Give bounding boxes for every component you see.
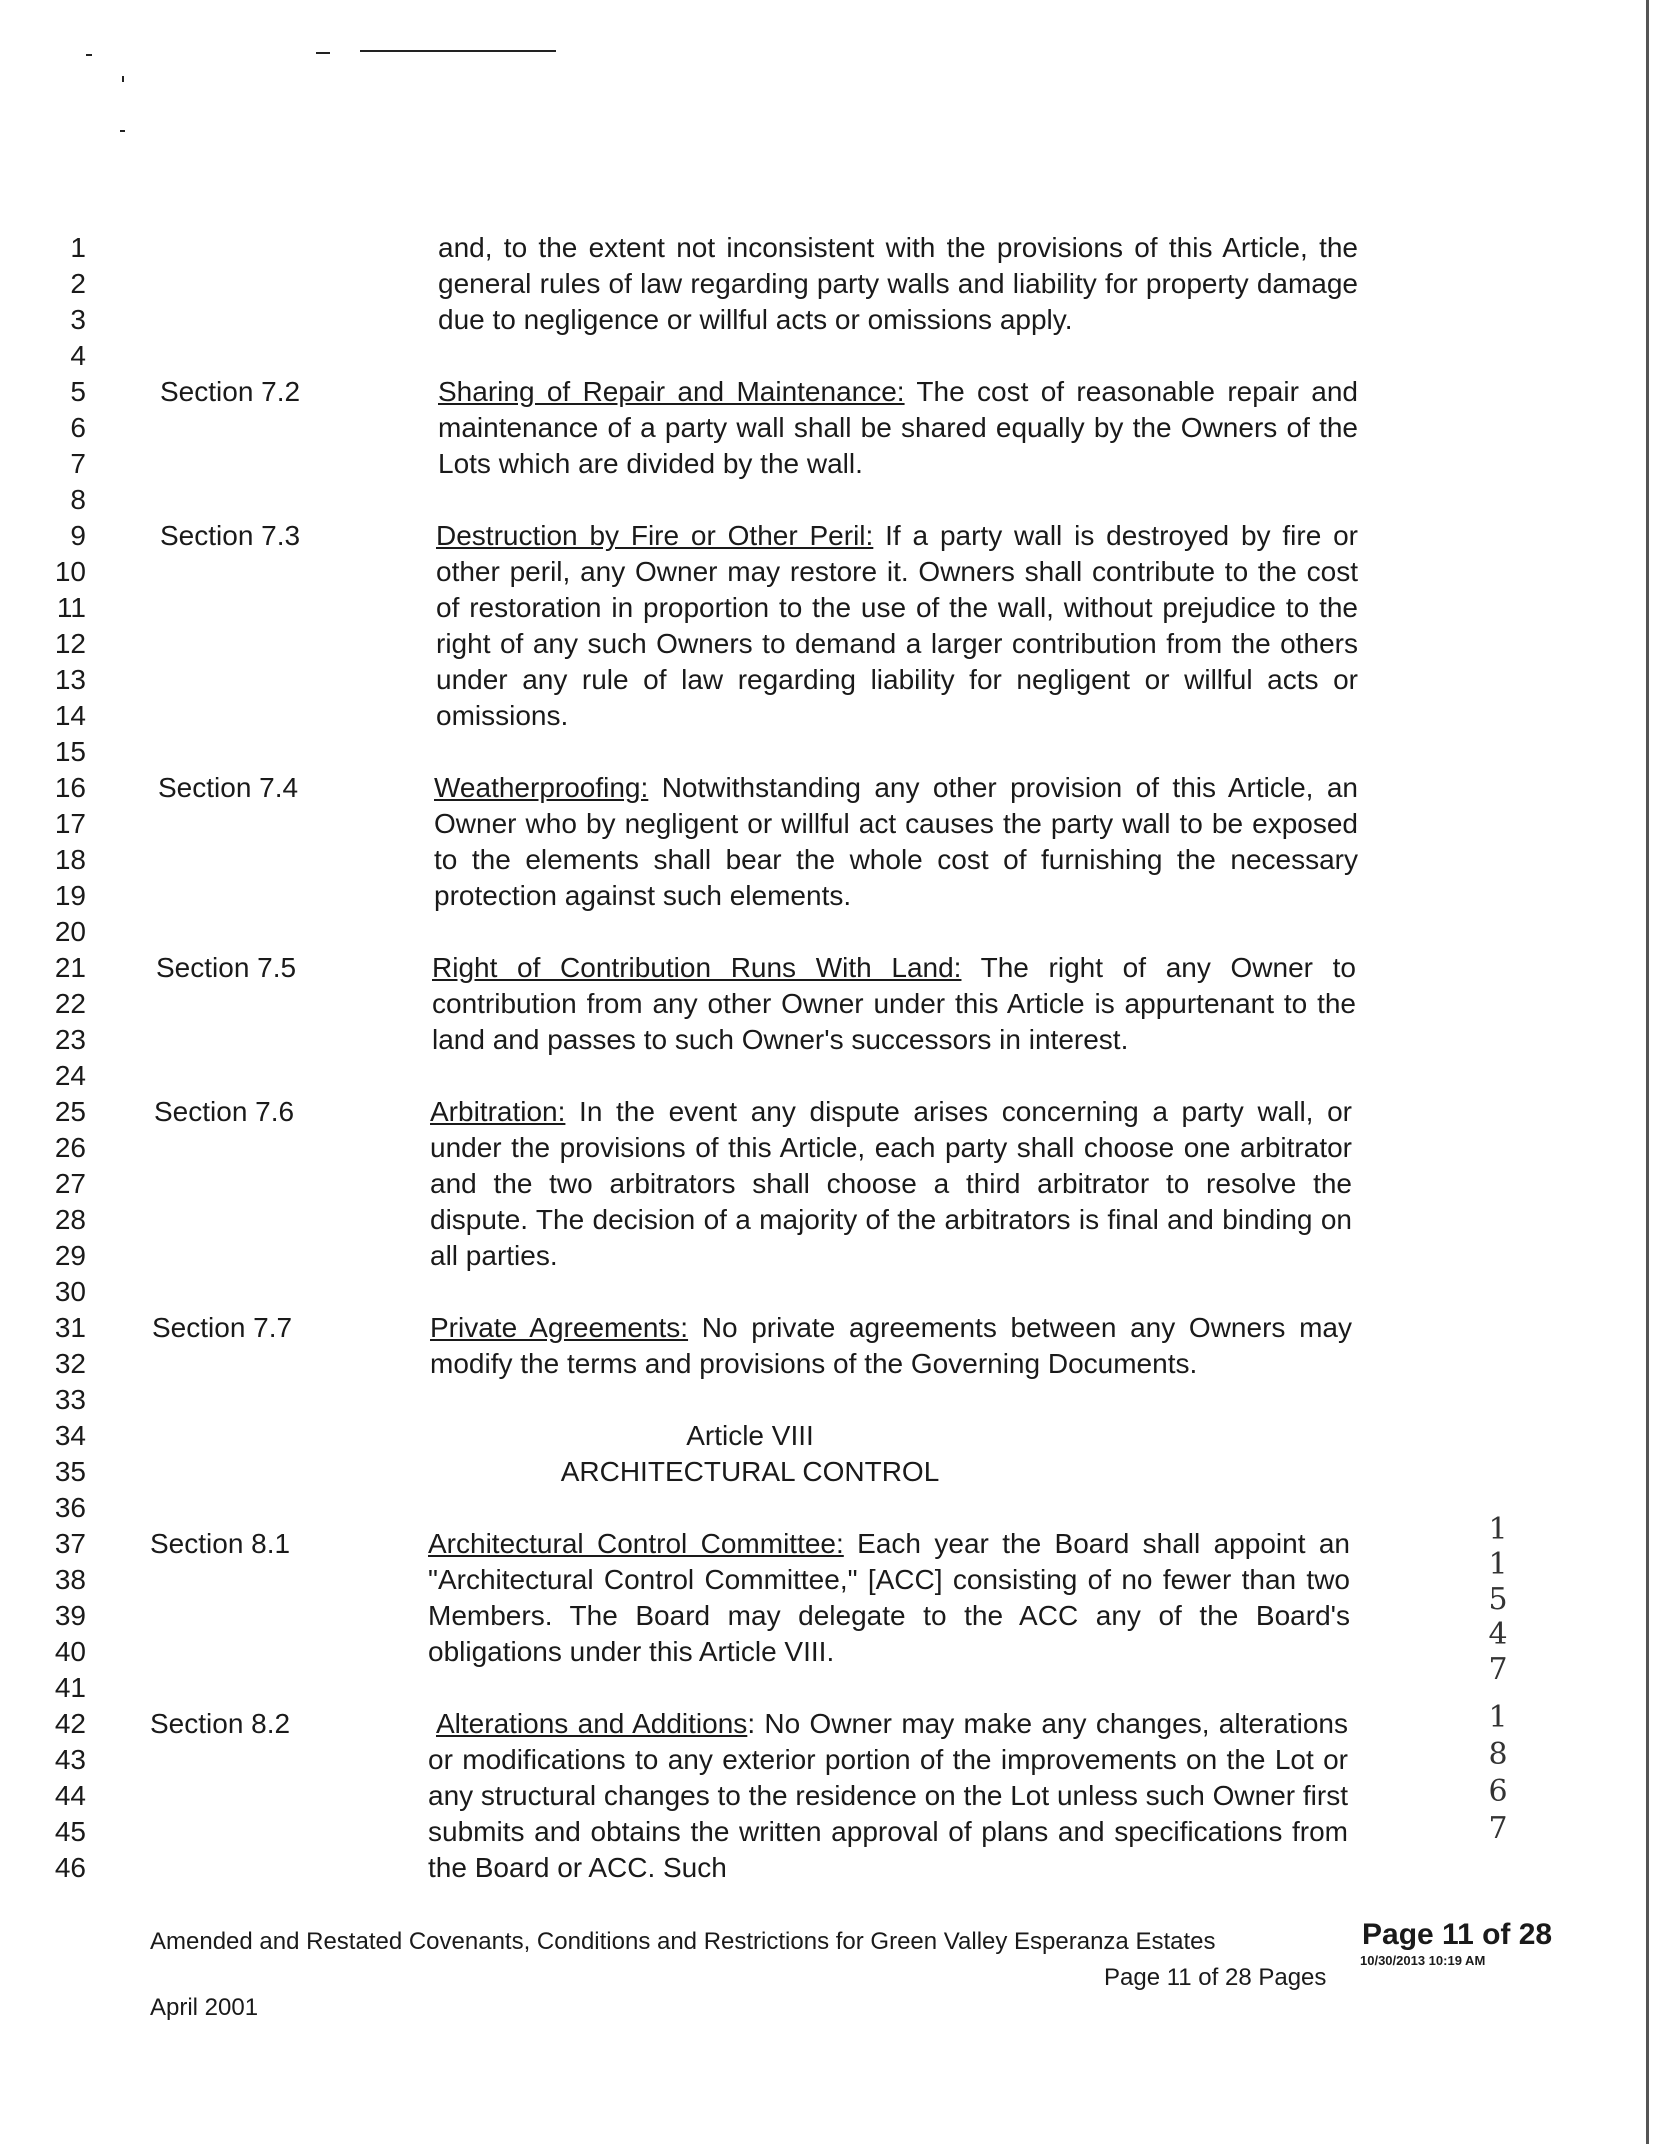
section-title: Architectural Control Committee: xyxy=(428,1528,844,1559)
line-number: 7 xyxy=(70,448,86,479)
line-number: 20 xyxy=(54,916,86,947)
section-title: Sharing of Repair and Maintenance: xyxy=(438,376,905,407)
section-paragraph xyxy=(436,518,1358,734)
margin-stamp-digit: 4 xyxy=(1488,1617,1508,1652)
article-number: Article VIII xyxy=(686,1420,814,1451)
line-number: 35 xyxy=(54,1456,86,1487)
line-number: 30 xyxy=(54,1276,86,1307)
section-label: Section 8.1 xyxy=(150,1528,291,1559)
line-number: 9 xyxy=(70,520,86,551)
line-number: 22 xyxy=(54,988,86,1019)
scan-mark-line xyxy=(360,50,556,52)
section-label: Section 7.5 xyxy=(156,952,297,983)
line-number: 43 xyxy=(54,1744,86,1775)
section-label: Section 7.3 xyxy=(160,520,301,551)
line-number: 3 xyxy=(70,304,86,335)
section-label: Section 7.4 xyxy=(158,772,299,803)
line-number: 40 xyxy=(54,1636,86,1667)
line-number: 5 xyxy=(70,376,86,407)
line-number: 1 xyxy=(70,232,86,263)
line-number: 41 xyxy=(54,1672,86,1703)
section-text: : No Owner may make any changes, alterations or modifications to any exterior portion of the improvements on the Lot or any structural changes to the residence on the Lot unless such Owner first submits and obtains the written approval of plans and specifications from the Board or ACC. Such xyxy=(428,1708,1348,1883)
line-number: 36 xyxy=(54,1492,86,1523)
section-text: Each year the Board shall appoint an "Architectural Control Committee," [ACC] consisting of no fewer than two Members. The Board may delegate to the ACC any of the Board's obligations under this Article VIII. xyxy=(428,1528,1351,1667)
line-number: 18 xyxy=(54,844,86,875)
scan-mark-dash xyxy=(316,52,330,54)
margin-stamp-digit: 1 xyxy=(1488,1547,1508,1582)
line-number: 31 xyxy=(54,1312,86,1343)
line-number: 37 xyxy=(54,1528,86,1559)
section-title: Alterations and Additions xyxy=(436,1708,748,1739)
section-text: The right of any Owner to contribution from any other Owner under this Article is appurtenant to the land and passes to such Owner's successors in interest. xyxy=(432,952,1356,1055)
line-number: 32 xyxy=(54,1348,86,1379)
section-text: No private agreements between any Owners may modify the terms and provisions of the Governing Documents. xyxy=(430,1312,1352,1379)
line-number: 12 xyxy=(54,628,86,659)
footer-document-title: Amended and Restated Covenants, Conditions and Restrictions for Green Valley Esperanza Estates xyxy=(150,1928,1216,1955)
line-number: 14 xyxy=(54,700,86,731)
line-number: 28 xyxy=(54,1204,86,1235)
section-label: Section 7.2 xyxy=(160,376,301,407)
section-title: Right of Contribution Runs With Land: xyxy=(432,952,962,983)
margin-stamp-digit: 5 xyxy=(1488,1582,1508,1617)
footer-page-label: Page 11 of 28 xyxy=(1362,1918,1553,1951)
line-number: 6 xyxy=(70,412,86,443)
scan-mark-dot xyxy=(122,76,124,82)
line-number: 33 xyxy=(54,1384,86,1415)
line-number: 8 xyxy=(70,484,86,515)
intro-paragraph: and, to the extent not inconsistent with the provisions of this Article, the general rules of law regarding party walls and liability for property damage due to negligence or willful acts or omissions apply. xyxy=(438,232,1358,335)
section-paragraph xyxy=(430,1094,1352,1274)
margin-stamp-digit: 1 xyxy=(1488,1700,1508,1735)
line-number: 29 xyxy=(54,1240,86,1271)
line-number: 46 xyxy=(54,1852,86,1883)
section-paragraph xyxy=(430,1310,1352,1382)
margin-stamp-digit: 7 xyxy=(1488,1811,1508,1846)
line-number: 23 xyxy=(54,1024,86,1055)
line-number: 39 xyxy=(54,1600,86,1631)
section-text: If a party wall is destroyed by fire or other peril, any Owner may restore it. Owners shall contribute to the cost of restoration in proportion to the use of the wall, without prejudice to the right of any such Owners to demand a larger contribution from the others under any rule of law regarding liability for negligent or willful acts or omissions. xyxy=(436,520,1358,731)
section-title: Private Agreements: xyxy=(430,1312,689,1343)
line-number: 16 xyxy=(54,772,86,803)
line-number: 38 xyxy=(54,1564,86,1595)
section-label: Section 7.7 xyxy=(152,1312,293,1343)
line-number: 15 xyxy=(54,736,86,767)
line-number: 24 xyxy=(54,1060,86,1091)
line-number: 21 xyxy=(54,952,86,983)
line-number: 2 xyxy=(70,268,86,299)
margin-stamp-digit: 1 xyxy=(1488,1512,1508,1547)
line-number: 45 xyxy=(54,1816,86,1847)
line-number: 17 xyxy=(54,808,86,839)
line-number: 34 xyxy=(54,1420,86,1451)
scan-mark-dot xyxy=(86,54,92,56)
section-paragraph xyxy=(432,950,1356,1058)
line-number: 11 xyxy=(56,592,86,623)
article-title: ARCHITECTURAL CONTROL xyxy=(560,1456,940,1487)
section-paragraph xyxy=(438,374,1358,482)
line-number: 25 xyxy=(54,1096,86,1127)
line-number: 10 xyxy=(54,556,86,587)
section-paragraph xyxy=(428,1706,1348,1886)
line-number: 27 xyxy=(54,1168,86,1199)
section-text: The cost of reasonable repair and maintenance of a party wall shall be shared equally by the Owners of the Lots which are divided by the wall. xyxy=(438,376,1358,479)
section-paragraph xyxy=(428,1526,1350,1670)
section-text: In the event any dispute arises concerning a party wall, or under the provisions of this Article, each party shall choose one arbitrator and the two arbitrators shall choose a third arbitrator to resolve the dispute. The decision of a majority of the arbitrators is final and binding on all parties. xyxy=(430,1096,1352,1271)
line-number: 4 xyxy=(70,340,86,371)
section-title: Weatherproofing: xyxy=(434,772,649,803)
section-title: Arbitration: xyxy=(430,1096,566,1127)
footer-date: April 2001 xyxy=(150,1994,259,2021)
line-number: 19 xyxy=(54,880,86,911)
margin-stamp-digit: 8 xyxy=(1488,1737,1508,1772)
margin-stamp-digit: 6 xyxy=(1488,1774,1508,1809)
section-label: Section 7.6 xyxy=(154,1096,295,1127)
footer-page-count: Page 11 of 28 Pages xyxy=(1104,1964,1327,1991)
line-number: 13 xyxy=(54,664,86,695)
scan-edge-line xyxy=(1646,0,1649,2144)
section-paragraph xyxy=(434,770,1358,914)
section-title: Destruction by Fire or Other Peril: xyxy=(436,520,874,551)
footer-recorded-stamp: 10/30/2013 10:19 AM xyxy=(1360,1953,1486,1968)
line-number: 26 xyxy=(54,1132,86,1163)
line-number: 44 xyxy=(54,1780,86,1811)
scan-mark-dot xyxy=(120,130,125,132)
line-number: 42 xyxy=(54,1708,86,1739)
section-text: Notwithstanding any other provision of this Article, an Owner who by negligent or willful act causes the party wall to be exposed to the elements shall bear the whole cost of furnishing the necessary protection against such elements. xyxy=(434,772,1358,911)
margin-stamp-digit: 7 xyxy=(1488,1652,1508,1687)
section-label: Section 8.2 xyxy=(150,1708,291,1739)
